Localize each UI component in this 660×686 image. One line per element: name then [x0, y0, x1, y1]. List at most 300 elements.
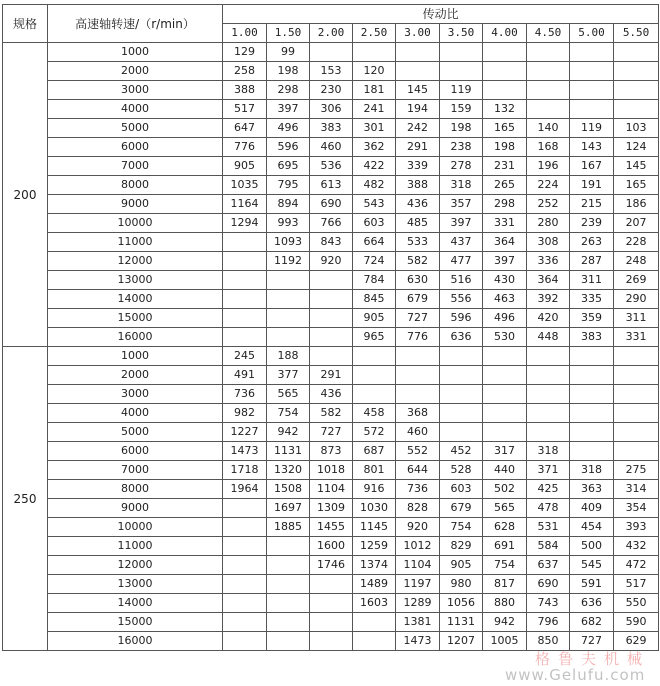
value-cell	[527, 62, 570, 81]
value-cell	[223, 537, 267, 556]
value-cell	[267, 328, 310, 347]
value-cell: 766	[310, 214, 353, 233]
value-cell: 905	[353, 309, 396, 328]
value-cell	[570, 442, 614, 461]
value-cell: 1030	[353, 499, 396, 518]
table-row	[3, 480, 659, 499]
value-cell: 754	[483, 556, 527, 575]
value-cell	[267, 290, 310, 309]
speed-cell: 11000	[48, 537, 223, 556]
value-cell: 186	[614, 195, 659, 214]
value-cell: 308	[527, 233, 570, 252]
value-cell: 420	[527, 309, 570, 328]
value-cell	[527, 81, 570, 100]
value-cell: 230	[310, 81, 353, 100]
value-cell: 377	[267, 366, 310, 385]
value-cell: 452	[440, 442, 483, 461]
watermark-url: www.Gelufu.com	[505, 666, 646, 684]
value-cell	[614, 62, 659, 81]
value-cell: 582	[396, 252, 440, 271]
value-cell: 801	[353, 461, 396, 480]
value-cell	[483, 366, 527, 385]
value-cell: 1207	[440, 632, 483, 651]
speed-cell: 11000	[48, 233, 223, 252]
value-cell: 796	[527, 613, 570, 632]
value-cell: 596	[440, 309, 483, 328]
value-cell: 603	[353, 214, 396, 233]
value-cell	[614, 81, 659, 100]
value-cell: 743	[527, 594, 570, 613]
value-cell: 1005	[483, 632, 527, 651]
value-cell	[614, 366, 659, 385]
value-cell: 119	[440, 81, 483, 100]
value-cell: 318	[570, 461, 614, 480]
value-cell	[440, 347, 483, 366]
value-cell: 727	[396, 309, 440, 328]
value-cell: 1197	[396, 575, 440, 594]
header-row-1	[3, 5, 659, 24]
speed-cell: 1000	[48, 347, 223, 366]
value-cell: 754	[267, 404, 310, 423]
value-cell: 331	[614, 328, 659, 347]
ratio-header: 4.50	[527, 24, 570, 43]
value-cell: 1374	[353, 556, 396, 575]
speed-cell: 13000	[48, 271, 223, 290]
value-cell: 596	[267, 138, 310, 157]
value-cell	[223, 271, 267, 290]
value-cell: 393	[614, 518, 659, 537]
value-cell: 362	[353, 138, 396, 157]
value-cell: 850	[527, 632, 570, 651]
value-cell: 448	[527, 328, 570, 347]
value-cell	[527, 100, 570, 119]
value-cell	[223, 499, 267, 518]
speed-cell: 6000	[48, 442, 223, 461]
table-row	[3, 195, 659, 214]
value-cell: 143	[570, 138, 614, 157]
value-cell: 565	[267, 385, 310, 404]
value-cell: 828	[396, 499, 440, 518]
value-cell: 1718	[223, 461, 267, 480]
value-cell: 165	[483, 119, 527, 138]
value-cell: 298	[483, 195, 527, 214]
value-cell: 754	[440, 518, 483, 537]
speed-cell: 10000	[48, 214, 223, 233]
value-cell	[527, 385, 570, 404]
value-cell	[527, 43, 570, 62]
value-cell: 1035	[223, 176, 267, 195]
value-cell: 1746	[310, 556, 353, 575]
value-cell	[527, 366, 570, 385]
value-cell	[353, 43, 396, 62]
value-cell: 238	[440, 138, 483, 157]
value-cell: 198	[440, 119, 483, 138]
value-cell	[570, 366, 614, 385]
value-cell	[353, 613, 396, 632]
value-cell	[310, 575, 353, 594]
value-cell	[223, 518, 267, 537]
value-cell: 397	[267, 100, 310, 119]
value-cell	[440, 404, 483, 423]
value-cell: 545	[570, 556, 614, 575]
value-cell	[223, 594, 267, 613]
value-cell: 502	[483, 480, 527, 499]
speed-cell: 16000	[48, 632, 223, 651]
value-cell	[267, 537, 310, 556]
value-cell: 241	[353, 100, 396, 119]
value-cell: 167	[570, 157, 614, 176]
value-cell: 679	[440, 499, 483, 518]
value-cell: 517	[223, 100, 267, 119]
value-cell: 354	[614, 499, 659, 518]
value-cell: 727	[570, 632, 614, 651]
value-cell	[223, 252, 267, 271]
value-cell: 191	[570, 176, 614, 195]
value-cell	[310, 328, 353, 347]
ratio-header: 2.00	[310, 24, 353, 43]
speed-cell: 15000	[48, 309, 223, 328]
table-row	[3, 271, 659, 290]
value-cell: 368	[396, 404, 440, 423]
value-cell: 339	[396, 157, 440, 176]
ratio-header: 2.50	[353, 24, 396, 43]
ratio-header: 3.00	[396, 24, 440, 43]
value-cell: 265	[483, 176, 527, 195]
value-cell: 242	[396, 119, 440, 138]
value-cell: 478	[527, 499, 570, 518]
speed-cell: 8000	[48, 480, 223, 499]
value-cell: 430	[483, 271, 527, 290]
value-cell: 629	[614, 632, 659, 651]
table-row	[3, 632, 659, 651]
value-cell: 129	[223, 43, 267, 62]
table-row	[3, 404, 659, 423]
value-cell: 1489	[353, 575, 396, 594]
value-cell: 196	[527, 157, 570, 176]
speed-cell: 14000	[48, 594, 223, 613]
speed-cell: 13000	[48, 575, 223, 594]
value-cell: 263	[570, 233, 614, 252]
value-cell: 145	[614, 157, 659, 176]
table-row	[3, 613, 659, 632]
value-cell: 644	[396, 461, 440, 480]
value-cell: 1697	[267, 499, 310, 518]
value-cell: 165	[614, 176, 659, 195]
value-cell: 550	[614, 594, 659, 613]
value-cell	[614, 404, 659, 423]
value-cell: 1131	[267, 442, 310, 461]
value-cell: 425	[527, 480, 570, 499]
value-cell: 477	[440, 252, 483, 271]
table-row	[3, 214, 659, 233]
value-cell	[440, 43, 483, 62]
value-cell: 1964	[223, 480, 267, 499]
speed-cell: 12000	[48, 252, 223, 271]
value-cell: 159	[440, 100, 483, 119]
value-cell: 269	[614, 271, 659, 290]
value-cell: 1104	[396, 556, 440, 575]
value-cell	[440, 62, 483, 81]
ratio-header: 1.00	[223, 24, 267, 43]
table-row	[3, 157, 659, 176]
value-cell: 682	[570, 613, 614, 632]
ratio-header: 3.50	[440, 24, 483, 43]
table-row	[3, 556, 659, 575]
speed-cell: 7000	[48, 461, 223, 480]
table-row	[3, 518, 659, 537]
value-cell: 239	[570, 214, 614, 233]
speed-cell: 15000	[48, 613, 223, 632]
value-cell: 582	[310, 404, 353, 423]
value-cell	[396, 366, 440, 385]
value-cell: 306	[310, 100, 353, 119]
value-cell: 1455	[310, 518, 353, 537]
value-cell: 437	[440, 233, 483, 252]
value-cell: 188	[267, 347, 310, 366]
value-cell: 168	[527, 138, 570, 157]
value-cell	[267, 556, 310, 575]
speed-cell: 5000	[48, 119, 223, 138]
table-row	[3, 176, 659, 195]
value-cell: 916	[353, 480, 396, 499]
table-row	[3, 537, 659, 556]
value-cell	[396, 62, 440, 81]
value-cell: 556	[440, 290, 483, 309]
value-cell	[223, 328, 267, 347]
value-cell	[570, 347, 614, 366]
value-cell: 1508	[267, 480, 310, 499]
value-cell	[353, 366, 396, 385]
value-cell: 301	[353, 119, 396, 138]
value-cell	[223, 556, 267, 575]
value-cell: 99	[267, 43, 310, 62]
value-cell	[483, 385, 527, 404]
value-cell: 690	[527, 575, 570, 594]
value-cell: 784	[353, 271, 396, 290]
value-cell: 1093	[267, 233, 310, 252]
value-cell: 736	[223, 385, 267, 404]
speed-cell: 9000	[48, 499, 223, 518]
value-cell	[267, 271, 310, 290]
value-cell: 584	[527, 537, 570, 556]
ratio-group-header: 传动比	[223, 5, 659, 24]
value-cell: 124	[614, 138, 659, 157]
value-cell: 572	[353, 423, 396, 442]
value-cell: 637	[527, 556, 570, 575]
value-cell: 543	[353, 195, 396, 214]
value-cell	[570, 43, 614, 62]
value-cell	[223, 575, 267, 594]
value-cell	[614, 423, 659, 442]
value-cell: 388	[396, 176, 440, 195]
value-cell: 528	[440, 461, 483, 480]
table-row	[3, 309, 659, 328]
value-cell: 795	[267, 176, 310, 195]
value-cell: 245	[223, 347, 267, 366]
value-cell: 1259	[353, 537, 396, 556]
value-cell: 894	[267, 195, 310, 214]
table-row	[3, 43, 659, 62]
value-cell: 153	[310, 62, 353, 81]
value-cell: 1294	[223, 214, 267, 233]
speed-cell: 7000	[48, 157, 223, 176]
value-cell: 383	[310, 119, 353, 138]
value-cell: 388	[223, 81, 267, 100]
value-cell	[570, 62, 614, 81]
table-row	[3, 328, 659, 347]
value-cell: 1012	[396, 537, 440, 556]
value-cell: 198	[267, 62, 310, 81]
value-cell: 920	[396, 518, 440, 537]
value-cell: 485	[396, 214, 440, 233]
value-cell: 1473	[223, 442, 267, 461]
value-cell: 1018	[310, 461, 353, 480]
value-cell: 228	[614, 233, 659, 252]
speed-cell: 3000	[48, 385, 223, 404]
value-cell	[483, 404, 527, 423]
value-cell	[570, 385, 614, 404]
value-cell	[310, 632, 353, 651]
speed-cell: 8000	[48, 176, 223, 195]
spec-cell: 250	[3, 347, 48, 651]
value-cell: 1192	[267, 252, 310, 271]
table-row	[3, 290, 659, 309]
value-cell: 119	[570, 119, 614, 138]
value-cell	[353, 632, 396, 651]
speed-cell: 16000	[48, 328, 223, 347]
value-cell: 383	[570, 328, 614, 347]
value-cell	[353, 347, 396, 366]
value-cell: 317	[483, 442, 527, 461]
spec-cell: 200	[3, 43, 48, 347]
speed-cell: 5000	[48, 423, 223, 442]
value-cell	[310, 613, 353, 632]
value-cell: 1381	[396, 613, 440, 632]
value-cell	[440, 385, 483, 404]
value-cell	[483, 81, 527, 100]
value-cell: 103	[614, 119, 659, 138]
value-cell: 458	[353, 404, 396, 423]
value-cell: 1309	[310, 499, 353, 518]
speed-cell: 9000	[48, 195, 223, 214]
value-cell: 533	[396, 233, 440, 252]
value-cell: 1145	[353, 518, 396, 537]
table-row	[3, 366, 659, 385]
value-cell: 776	[223, 138, 267, 157]
value-cell: 258	[223, 62, 267, 81]
value-cell: 691	[483, 537, 527, 556]
value-cell: 905	[223, 157, 267, 176]
value-cell	[527, 404, 570, 423]
value-cell: 1289	[396, 594, 440, 613]
value-cell: 565	[483, 499, 527, 518]
value-cell	[483, 423, 527, 442]
value-cell: 843	[310, 233, 353, 252]
value-cell	[396, 43, 440, 62]
value-cell: 516	[440, 271, 483, 290]
value-cell: 436	[310, 385, 353, 404]
value-cell: 224	[527, 176, 570, 195]
value-cell: 1227	[223, 423, 267, 442]
value-cell	[310, 347, 353, 366]
value-cell: 409	[570, 499, 614, 518]
value-cell	[614, 442, 659, 461]
value-cell	[223, 309, 267, 328]
value-cell: 422	[353, 157, 396, 176]
value-cell: 290	[614, 290, 659, 309]
value-cell	[570, 404, 614, 423]
value-cell: 291	[310, 366, 353, 385]
value-cell	[614, 385, 659, 404]
value-cell: 687	[353, 442, 396, 461]
table-row	[3, 575, 659, 594]
value-cell	[570, 100, 614, 119]
value-cell: 636	[440, 328, 483, 347]
value-cell	[440, 366, 483, 385]
value-cell: 591	[570, 575, 614, 594]
table-row	[3, 385, 659, 404]
value-cell: 363	[570, 480, 614, 499]
table-row	[3, 499, 659, 518]
value-cell: 736	[396, 480, 440, 499]
table-row	[3, 100, 659, 119]
value-cell: 776	[396, 328, 440, 347]
value-cell: 679	[396, 290, 440, 309]
value-cell: 198	[483, 138, 527, 157]
value-cell	[267, 613, 310, 632]
value-cell: 357	[440, 195, 483, 214]
value-cell: 1131	[440, 613, 483, 632]
value-cell: 817	[483, 575, 527, 594]
speed-cell: 6000	[48, 138, 223, 157]
value-cell: 664	[353, 233, 396, 252]
value-cell: 132	[483, 100, 527, 119]
speed-cell: 2000	[48, 366, 223, 385]
value-cell: 628	[483, 518, 527, 537]
value-cell: 298	[267, 81, 310, 100]
value-cell: 603	[440, 480, 483, 499]
ratio-header: 1.50	[267, 24, 310, 43]
value-cell: 278	[440, 157, 483, 176]
speed-cell: 1000	[48, 43, 223, 62]
value-cell: 613	[310, 176, 353, 195]
value-cell: 630	[396, 271, 440, 290]
value-cell: 1056	[440, 594, 483, 613]
value-cell	[483, 43, 527, 62]
value-cell: 231	[483, 157, 527, 176]
speed-cell: 4000	[48, 404, 223, 423]
value-cell: 724	[353, 252, 396, 271]
value-cell: 873	[310, 442, 353, 461]
value-cell	[353, 385, 396, 404]
speed-cell: 4000	[48, 100, 223, 119]
value-cell: 436	[396, 195, 440, 214]
value-cell: 496	[483, 309, 527, 328]
value-cell	[267, 575, 310, 594]
speed-header: 高速轴转速/（r/min）	[48, 5, 223, 43]
value-cell: 500	[570, 537, 614, 556]
value-cell: 145	[396, 81, 440, 100]
value-cell: 318	[440, 176, 483, 195]
value-cell: 517	[614, 575, 659, 594]
value-cell: 280	[527, 214, 570, 233]
speed-cell: 2000	[48, 62, 223, 81]
value-cell	[310, 290, 353, 309]
speed-cell: 3000	[48, 81, 223, 100]
value-cell: 472	[614, 556, 659, 575]
value-cell	[310, 43, 353, 62]
value-cell	[223, 632, 267, 651]
